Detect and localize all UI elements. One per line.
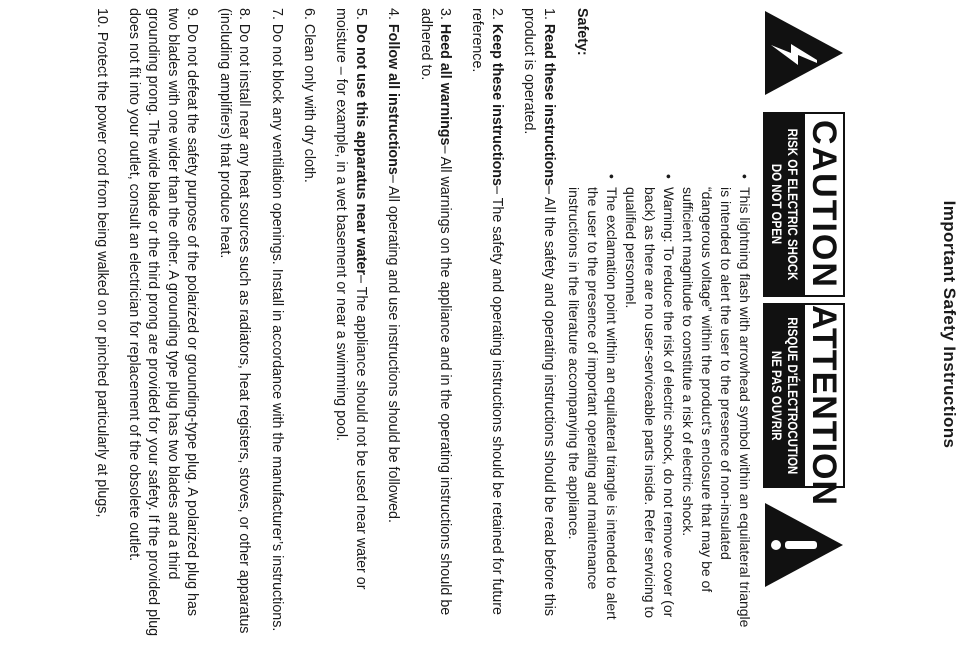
caution-heading: CAUTION: [805, 114, 843, 295]
attention-heading: ATTENTION: [805, 305, 843, 507]
exclamation-triangle-icon: [761, 500, 847, 590]
safety-item-1: 1. Read these instructions– All the safety and operating instructions should be read before this product is operated.: [521, 8, 557, 616]
safety-item-10: 10. Protect the power cord from being walked on or pinched particularly at plugs,: [93, 8, 110, 518]
safety-section: [78, 8, 591, 638]
page-title: Important Safety Instructions: [940, 200, 959, 449]
attention-line-1: RISQUE D'ÉLECTROCUTION: [785, 316, 801, 475]
bullet-warning: • Warning: To reduce the risk of electric shock, do not remove cover (or back) as there are no user-serviceable parts inside. Refer servicing to qualified personnel.: [621, 174, 678, 629]
safety-heading: Safety:: [574, 8, 590, 56]
safety-item-7: 7. Do not block any ventilation openings. Install in accordance with the manufacturer’s instructions.: [268, 8, 285, 632]
attention-line-2: NE PAS OUVRIR: [769, 350, 785, 441]
safety-item-4: 4. Follow all instructions– All operating and use instructions should be followed.: [385, 8, 402, 523]
caution-line-1: RISK OF ELECTRIC SHOCK: [785, 128, 801, 281]
bullet-exclamation: • The exclamation point within an equilateral triangle is intended to alert the user to the presence of important operating and maintenance instructions in the literature accompanying the appliance.: [564, 174, 621, 629]
bullet-lightning: • This lightning flash with arrowhead symbol within an equilateral triangle is intended to alert the user to the presence of non-insulated “dangerous voltage” within the product’s enclosure that may be of sufficient magnitude to constitute a risk of electric shock.: [678, 174, 754, 629]
safety-item-3: 3. Heed all warnings– All warnings on the appliance and in the operating instructions should be adhered to.: [417, 8, 453, 616]
attention-label: [763, 303, 845, 507]
caution-label: [763, 112, 845, 297]
caution-line-2: DO NOT OPEN: [769, 164, 785, 245]
symbol-explanations: [564, 174, 754, 629]
safety-item-6: 6. Clean only with dry cloth.: [300, 8, 317, 183]
lightning-triangle-icon: [761, 8, 847, 98]
safety-item-9: 9. Do not defeat the safety purpose of the polarized or grounding-type plug. A polarized plug has two blades with one wider than the other. A grounding type plug has two blades and a third grounding prong. The wide blade or the third prong are provided for your safety. If the provided plug does not fit into your outlet, consult an electrician for replacement of the obsolete outlet.: [126, 8, 201, 637]
safety-item-5: 5. Do not use this apparatus near water– The appliance should not be used near water or moisture – for example, in a wet basement or near a swimming pool.: [333, 8, 369, 590]
safety-item-2: 2. Keep these instructions– The safety and operating instructions should be retained for future reference.: [469, 8, 505, 615]
safety-item-8: 8. Do not install near any heat sources such as radiators, heat registers, stoves, or other apparatus (including amplifiers) that produce heat.: [216, 8, 253, 634]
